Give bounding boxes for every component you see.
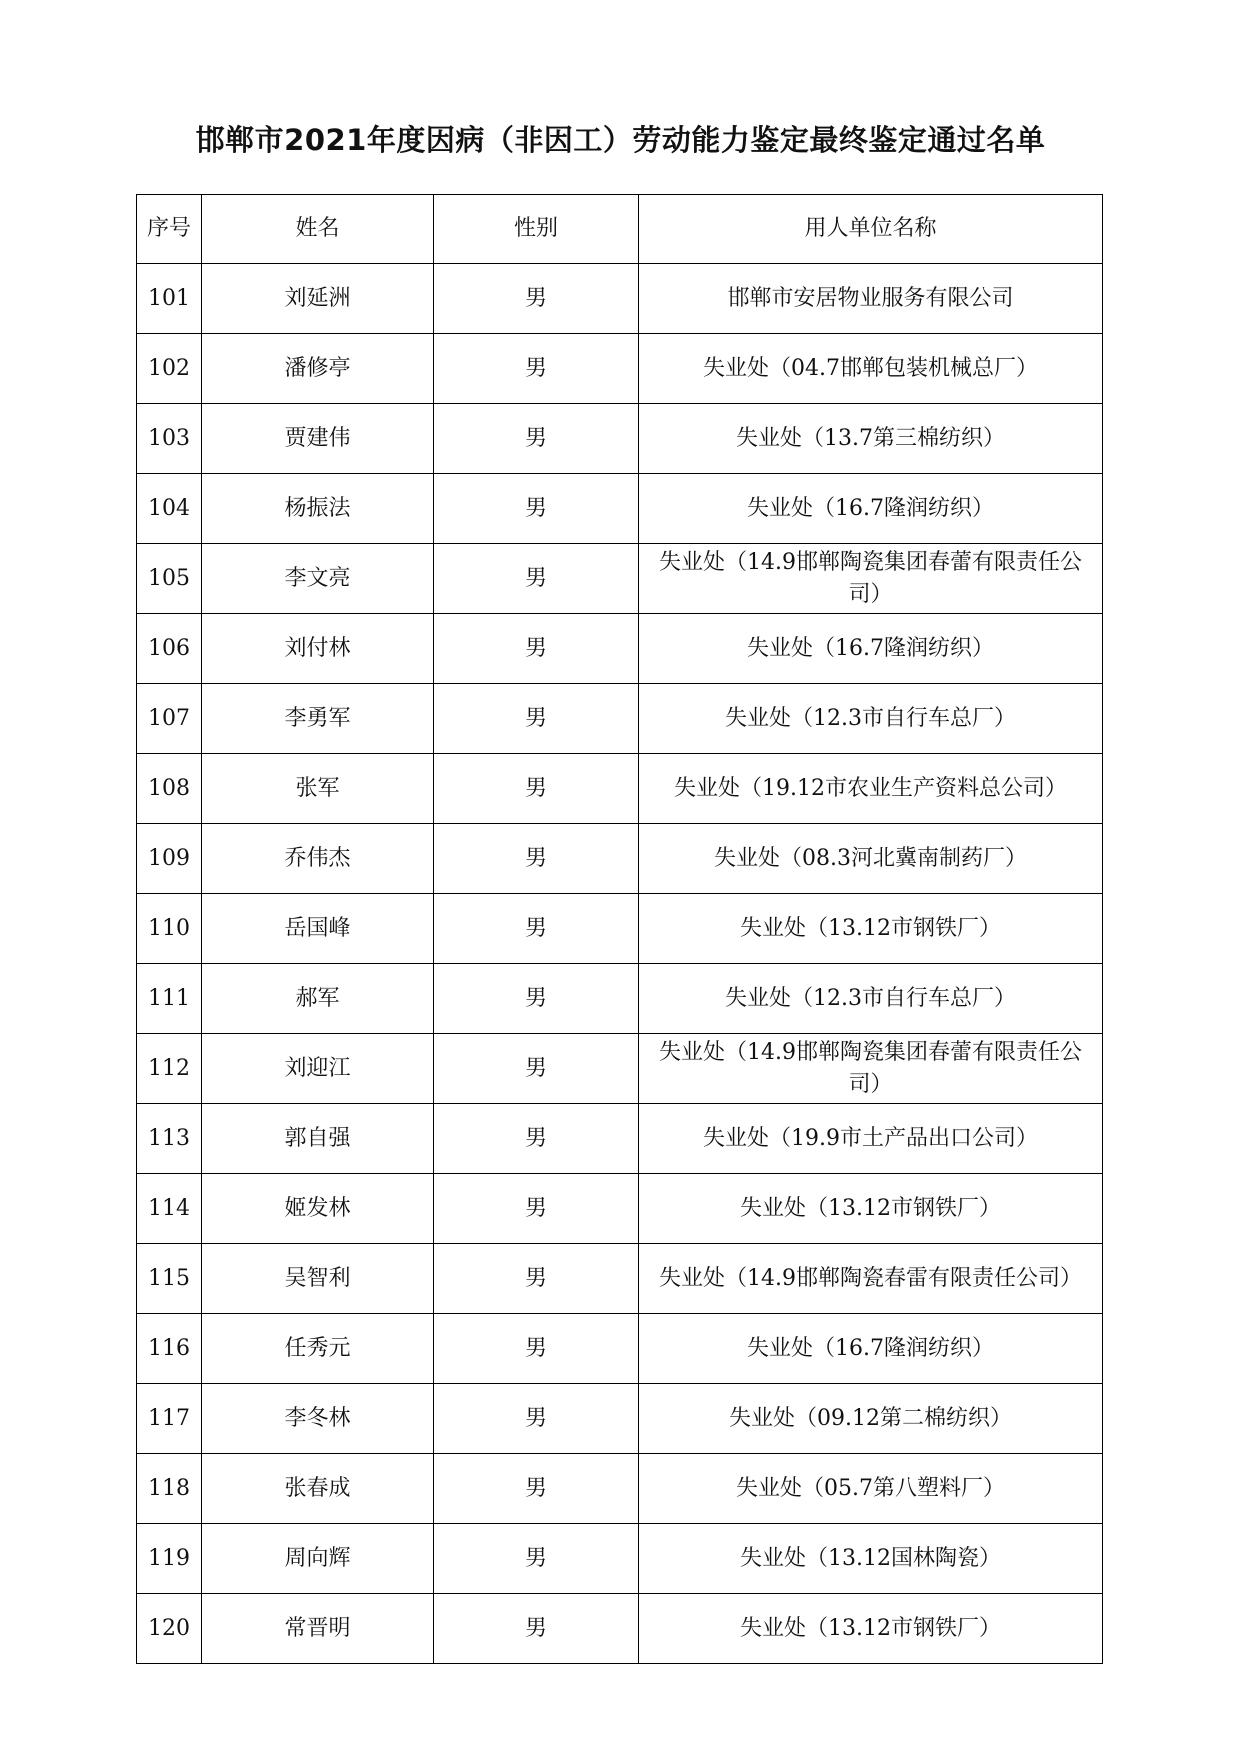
table-row — [137, 1454, 1103, 1524]
cell-name: 吴智利 — [202, 1244, 434, 1314]
cell-seq: 119 — [137, 1524, 202, 1594]
cell-employer: 失业处（08.3河北冀南制药厂） — [639, 824, 1103, 894]
table-row — [137, 1314, 1103, 1384]
table-row — [137, 334, 1103, 404]
cell-name: 郝军 — [202, 964, 434, 1034]
cell-seq: 118 — [137, 1454, 202, 1524]
table-row — [137, 1034, 1103, 1104]
cell-name: 李勇军 — [202, 684, 434, 754]
table-row — [137, 964, 1103, 1034]
table-row — [137, 1524, 1103, 1594]
cell-name: 岳国峰 — [202, 894, 434, 964]
cell-gender: 男 — [434, 544, 639, 614]
table-row — [137, 404, 1103, 474]
cell-gender: 男 — [434, 754, 639, 824]
cell-name: 任秀元 — [202, 1314, 434, 1384]
cell-name: 李冬林 — [202, 1384, 434, 1454]
cell-seq: 109 — [137, 824, 202, 894]
cell-gender: 男 — [434, 1244, 639, 1314]
cell-employer: 失业处（13.12市钢铁厂） — [639, 1174, 1103, 1244]
cell-name: 常晋明 — [202, 1594, 434, 1664]
cell-employer: 失业处（16.7隆润纺织） — [639, 474, 1103, 544]
cell-name: 杨振法 — [202, 474, 434, 544]
table-row — [137, 1244, 1103, 1314]
header-seq: 序号 — [137, 195, 202, 264]
cell-employer: 失业处（19.12市农业生产资料总公司） — [639, 754, 1103, 824]
document-title: 邯郸市2021年度因病（非因工）劳动能力鉴定最终鉴定通过名单 — [195, 123, 1046, 157]
cell-gender: 男 — [434, 334, 639, 404]
cell-employer: 失业处（13.12市钢铁厂） — [639, 894, 1103, 964]
header-name: 姓名 — [202, 195, 434, 264]
cell-name: 姬发林 — [202, 1174, 434, 1244]
cell-gender: 男 — [434, 1104, 639, 1174]
cell-employer: 失业处（16.7隆润纺织） — [639, 614, 1103, 684]
table-row — [137, 684, 1103, 754]
cell-gender: 男 — [434, 824, 639, 894]
cell-gender: 男 — [434, 404, 639, 474]
cell-gender: 男 — [434, 1174, 639, 1244]
cell-name: 乔伟杰 — [202, 824, 434, 894]
cell-seq: 102 — [137, 334, 202, 404]
cell-employer: 失业处（14.9邯郸陶瓷春雷有限责任公司） — [639, 1244, 1103, 1314]
table-row — [137, 474, 1103, 544]
cell-employer: 失业处（16.7隆润纺织） — [639, 1314, 1103, 1384]
roster-table — [136, 194, 1103, 1664]
cell-employer: 失业处（13.12市钢铁厂） — [639, 1594, 1103, 1664]
table-header-row — [137, 195, 1103, 264]
table-row — [137, 754, 1103, 824]
cell-employer: 失业处（19.9市土产品出口公司） — [639, 1104, 1103, 1174]
cell-gender: 男 — [434, 264, 639, 334]
cell-seq: 113 — [137, 1104, 202, 1174]
table-row — [137, 264, 1103, 334]
cell-name: 刘付林 — [202, 614, 434, 684]
cell-seq: 103 — [137, 404, 202, 474]
cell-seq: 120 — [137, 1594, 202, 1664]
cell-employer: 失业处（14.9邯郸陶瓷集团春蕾有限责任公司） — [639, 1034, 1103, 1104]
table-row — [137, 824, 1103, 894]
cell-seq: 112 — [137, 1034, 202, 1104]
cell-gender: 男 — [434, 894, 639, 964]
header-employer: 用人单位名称 — [639, 195, 1103, 264]
cell-employer: 失业处（13.7第三棉纺织） — [639, 404, 1103, 474]
cell-employer: 失业处（05.7第八塑料厂） — [639, 1454, 1103, 1524]
cell-gender: 男 — [434, 1314, 639, 1384]
cell-employer: 失业处（14.9邯郸陶瓷集团春蕾有限责任公司） — [639, 544, 1103, 614]
cell-seq: 104 — [137, 474, 202, 544]
header-gender: 性别 — [434, 195, 639, 264]
cell-employer: 失业处（12.3市自行车总厂） — [639, 684, 1103, 754]
cell-name: 刘延洲 — [202, 264, 434, 334]
table-row — [137, 1384, 1103, 1454]
cell-gender: 男 — [434, 1594, 639, 1664]
cell-seq: 108 — [137, 754, 202, 824]
cell-name: 张春成 — [202, 1454, 434, 1524]
table-row — [137, 614, 1103, 684]
cell-gender: 男 — [434, 1384, 639, 1454]
cell-name: 潘修亭 — [202, 334, 434, 404]
cell-gender: 男 — [434, 1454, 639, 1524]
cell-gender: 男 — [434, 1034, 639, 1104]
cell-gender: 男 — [434, 474, 639, 544]
cell-seq: 111 — [137, 964, 202, 1034]
cell-seq: 105 — [137, 544, 202, 614]
cell-seq: 116 — [137, 1314, 202, 1384]
cell-name: 刘迎江 — [202, 1034, 434, 1104]
cell-name: 张军 — [202, 754, 434, 824]
cell-name: 李文亮 — [202, 544, 434, 614]
table-row — [137, 1104, 1103, 1174]
table-body — [137, 264, 1103, 1664]
cell-name: 贾建伟 — [202, 404, 434, 474]
cell-name: 周向辉 — [202, 1524, 434, 1594]
cell-seq: 101 — [137, 264, 202, 334]
cell-seq: 114 — [137, 1174, 202, 1244]
cell-seq: 115 — [137, 1244, 202, 1314]
cell-employer: 邯郸市安居物业服务有限公司 — [639, 264, 1103, 334]
cell-employer: 失业处（12.3市自行车总厂） — [639, 964, 1103, 1034]
cell-seq: 110 — [137, 894, 202, 964]
cell-gender: 男 — [434, 1524, 639, 1594]
cell-employer: 失业处（04.7邯郸包装机械总厂） — [639, 334, 1103, 404]
cell-employer: 失业处（09.12第二棉纺织） — [639, 1384, 1103, 1454]
cell-seq: 107 — [137, 684, 202, 754]
cell-name: 郭自强 — [202, 1104, 434, 1174]
table-row — [137, 1174, 1103, 1244]
cell-seq: 106 — [137, 614, 202, 684]
cell-gender: 男 — [434, 684, 639, 754]
cell-gender: 男 — [434, 614, 639, 684]
cell-gender: 男 — [434, 964, 639, 1034]
table-row — [137, 894, 1103, 964]
table-row — [137, 544, 1103, 614]
cell-seq: 117 — [137, 1384, 202, 1454]
table-row — [137, 1594, 1103, 1664]
cell-employer: 失业处（13.12国林陶瓷） — [639, 1524, 1103, 1594]
